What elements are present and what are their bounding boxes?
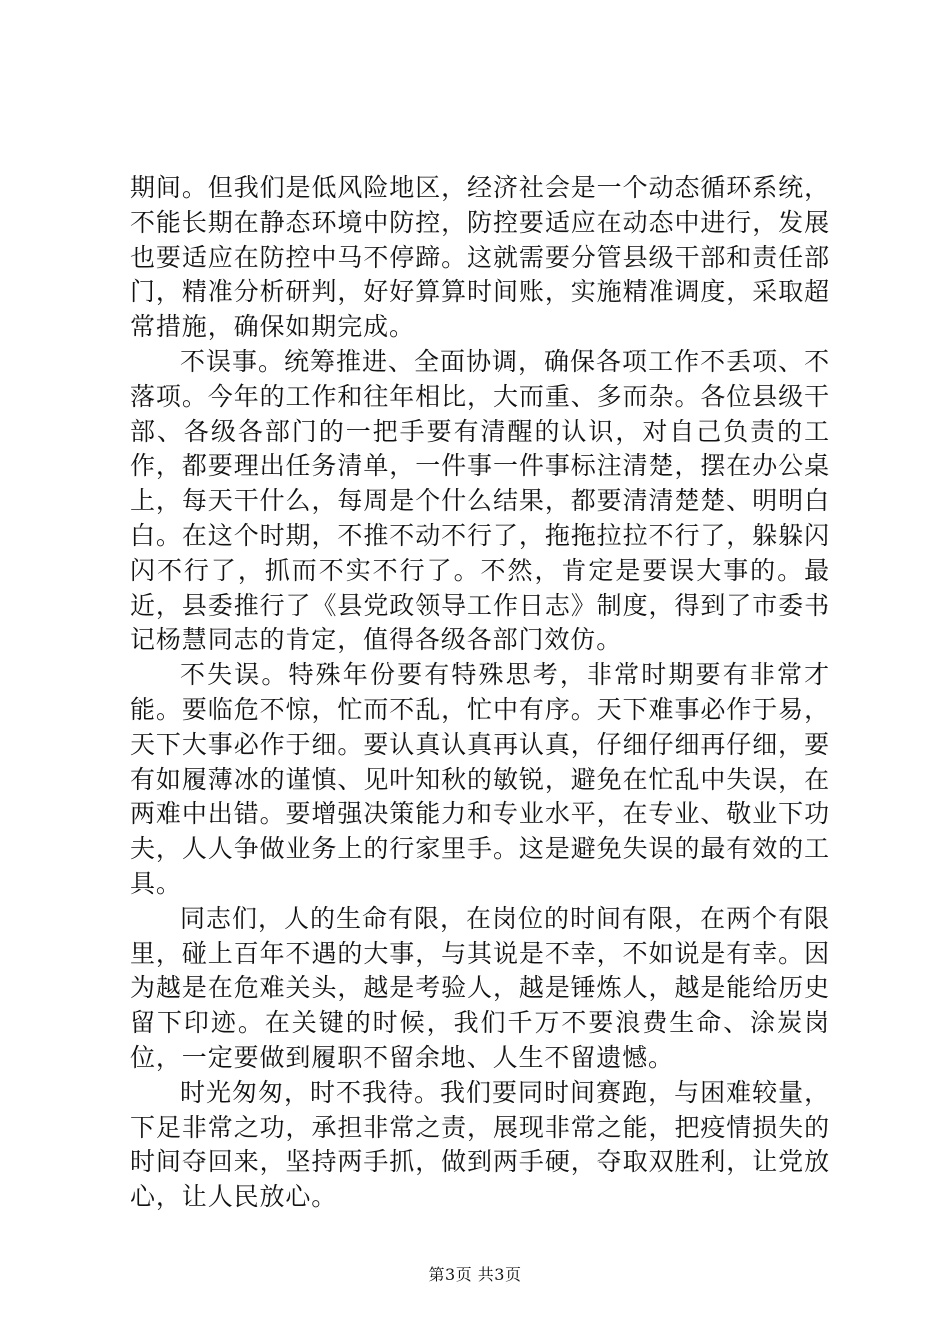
paragraph-2: 不误事。统筹推进、全面协调，确保各项工作不丢项、不落项。今年的工作和往年相比，大而重、多而杂。各位县级干部、各级各部门的一把手要有清醒的认识，对自己负责的工作，都要理出任务清单，一件事一件事标注清楚，摆在办公桌上，每天干什么，每周是个什么结果，都要清清楚楚、明明白白。在这个时期，不推不动不行了，拖拖拉拉不行了，躲躲闪闪不行了，抓而不实不行了。不然，肯定是要误大事的。最近，县委推行了《县党政领导工作日志》制度，得到了市委书记杨慧同志的肯定，值得各级各部门效仿。 [130,346,830,655]
paragraph-1: 期间。但我们是低风险地区，经济社会是一个动态循环系统，不能长期在静态环境中防控，防控要适应在动态中进行，发展也要适应在防控中马不停蹄。这就需要分管县级干部和责任部门，精准分析研判，好好算算时间账，实施精准调度，采取超常措施，确保如期完成。 [130,173,830,342]
paragraph-5: 时光匆匆，时不我待。我们要同时间赛跑，与困难较量，下足非常之功，承担非常之责，展现非常之能，把疫情损失的时间夺回来，坚持两手抓，做到两手硬，夺取双胜利，让党放心，让人民放心。 [130,1077,830,1212]
paragraph-3: 不失误。特殊年份要有特殊思考，非常时期要有非常才能。要临危不惊，忙而不乱，忙中有序。天下难事必作于易，天下大事必作于细。要认真认真再认真，仔细仔细再仔细，要有如履薄冰的谨慎、见叶知秋的敏锐，避免在忙乱中失误，在两难中出错。要增强决策能力和专业水平，在专业、敬业下功夫，人人争做业务上的行家里手。这是避免失误的最有效的工具。 [130,660,830,898]
paragraph-4: 同志们，人的生命有限，在岗位的时间有限，在两个有限里，碰上百年不遇的大事，与其说是不幸，不如说是有幸。因为越是在危难关头，越是考验人，越是锤炼人，越是能给历史留下印迹。在关键的时候，我们千万不要浪费生命、涂炭岗位，一定要做到履职不留余地、人生不留遗憾。 [130,903,830,1072]
page-footer: 第3页 共3页 [428,1265,522,1284]
document-body [130,171,830,1215]
